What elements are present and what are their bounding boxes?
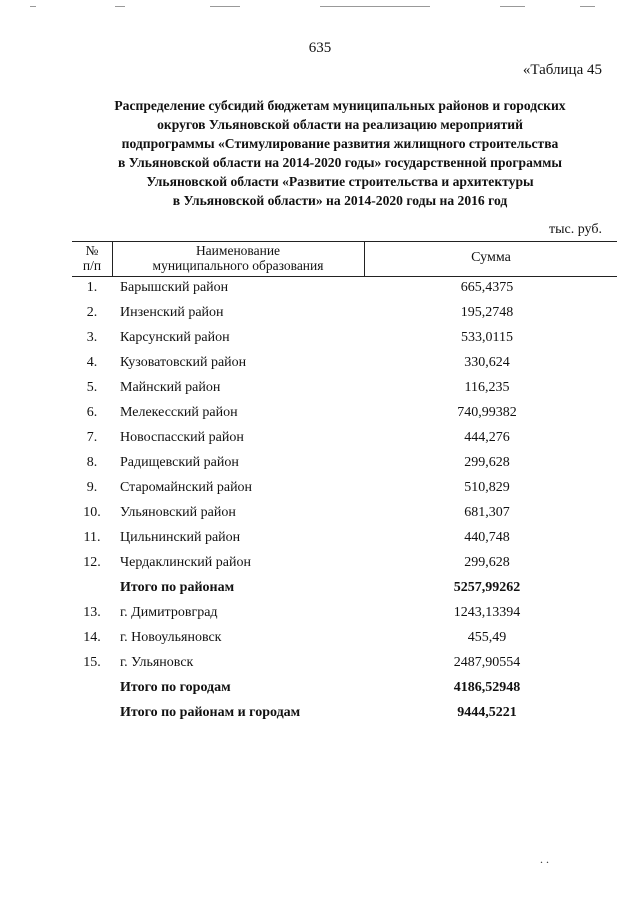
- municipality-name: г. Новоульяновск: [120, 630, 222, 645]
- table-reference: «Таблица 45: [522, 62, 602, 78]
- row-number: 15.: [83, 655, 101, 670]
- table-header: [72, 241, 617, 277]
- row-amount: 740,99382: [457, 405, 517, 420]
- heading-line: Распределение субсидий бюджетам муниципальных районов и городских: [114, 98, 566, 113]
- row-number: 1.: [86, 280, 98, 295]
- row-amount: 510,829: [464, 480, 510, 495]
- total-row: [72, 578, 617, 603]
- row-number: 5.: [86, 380, 98, 395]
- header-name: [113, 243, 363, 273]
- table-row: [72, 428, 617, 453]
- table-body: [72, 278, 617, 728]
- municipality-name: Старомайнский район: [120, 480, 253, 495]
- header-name-line1: Наименование: [195, 243, 281, 258]
- municipality-name: Карсунский район: [120, 330, 230, 345]
- total-row: [72, 703, 617, 728]
- table-row: [72, 478, 617, 503]
- municipality-name: Новоспасский район: [120, 430, 244, 445]
- municipality-name: г. Димитровград: [120, 605, 218, 620]
- heading-line: Ульяновской области «Развитие строительства и архитектуры: [146, 174, 534, 189]
- table-row: [72, 628, 617, 653]
- municipality-name: г. Ульяновск: [120, 655, 194, 670]
- heading-line: округов Ульяновской области на реализацию мероприятий: [157, 117, 523, 132]
- municipality-name: Ульяновский район: [120, 505, 236, 520]
- table-row: [72, 403, 617, 428]
- municipality-name: Чердаклинский район: [120, 555, 251, 570]
- row-amount: 116,235: [464, 380, 510, 395]
- municipality-name: Радищевский район: [120, 455, 239, 470]
- row-number: 9.: [86, 480, 98, 495]
- municipality-name: Инзенский район: [120, 305, 224, 320]
- table-row: [72, 603, 617, 628]
- table-row: [72, 503, 617, 528]
- row-number: 2.: [86, 305, 98, 320]
- municipality-name: Мелекесский район: [120, 405, 238, 420]
- header-sum: Сумма: [471, 250, 511, 265]
- total-row: [72, 678, 617, 703]
- row-number: 4.: [86, 355, 98, 370]
- municipality-name: Итого по районам и городам: [120, 705, 301, 720]
- row-amount: 195,2748: [460, 305, 514, 320]
- heading-line: в Ульяновской области на 2014-2020 годы» государственной программы: [117, 155, 563, 170]
- scan-artifacts: [20, 6, 620, 10]
- heading-line: в Ульяновской области» на 2014-2020 годы на 2016 год: [172, 193, 508, 208]
- table-row: [72, 353, 617, 378]
- row-number: 14.: [83, 630, 101, 645]
- row-amount: 533,0115: [461, 330, 513, 345]
- table-row: [72, 328, 617, 353]
- header-number: [72, 243, 112, 273]
- row-number: 13.: [83, 605, 101, 620]
- row-amount: 5257,99262: [453, 580, 521, 595]
- row-number: 11.: [83, 530, 101, 545]
- municipality-name: Барышский район: [120, 280, 229, 295]
- row-amount: 665,4375: [460, 280, 514, 295]
- header-name-line2: муниципального образования: [152, 258, 324, 273]
- row-amount: 4186,52948: [453, 680, 521, 695]
- table-row: [72, 278, 617, 303]
- table-row: [72, 653, 617, 678]
- row-number: 7.: [86, 430, 98, 445]
- row-amount: 455,49: [467, 630, 507, 645]
- heading-line: подпрограммы «Стимулирование развития жилищного строительства: [121, 136, 559, 151]
- row-amount: 330,624: [464, 355, 510, 370]
- row-amount: 681,307: [464, 505, 510, 520]
- table-row: [72, 303, 617, 328]
- municipality-name: Кузоватовский район: [120, 355, 247, 370]
- row-number: 8.: [86, 455, 98, 470]
- table-row: [72, 378, 617, 403]
- row-amount: 444,276: [464, 430, 510, 445]
- table-row: [72, 553, 617, 578]
- row-number: 10.: [83, 505, 101, 520]
- row-number: 12.: [83, 555, 101, 570]
- municipality-name: Майнский район: [120, 380, 221, 395]
- municipality-name: Цильнинский район: [120, 530, 241, 545]
- row-amount: 1243,13394: [453, 605, 521, 620]
- row-amount: 9444,5221: [457, 705, 517, 720]
- header-number-abbr: п/п: [82, 258, 102, 273]
- row-number: 6.: [86, 405, 98, 420]
- municipality-name: Итого по городам: [120, 680, 231, 695]
- row-amount: 440,748: [464, 530, 510, 545]
- unit-label: тыс. руб.: [549, 222, 602, 237]
- table-row: [72, 453, 617, 478]
- page-number: 635: [308, 40, 332, 56]
- scan-corner-marks: . .: [540, 852, 549, 866]
- document-heading: [60, 96, 620, 210]
- table-row: [72, 528, 617, 553]
- header-number-symbol: №: [85, 243, 99, 258]
- row-amount: 299,628: [464, 555, 510, 570]
- row-amount: 2487,90554: [453, 655, 521, 670]
- row-number: 3.: [86, 330, 98, 345]
- municipality-name: Итого по районам: [120, 580, 235, 595]
- row-amount: 299,628: [464, 455, 510, 470]
